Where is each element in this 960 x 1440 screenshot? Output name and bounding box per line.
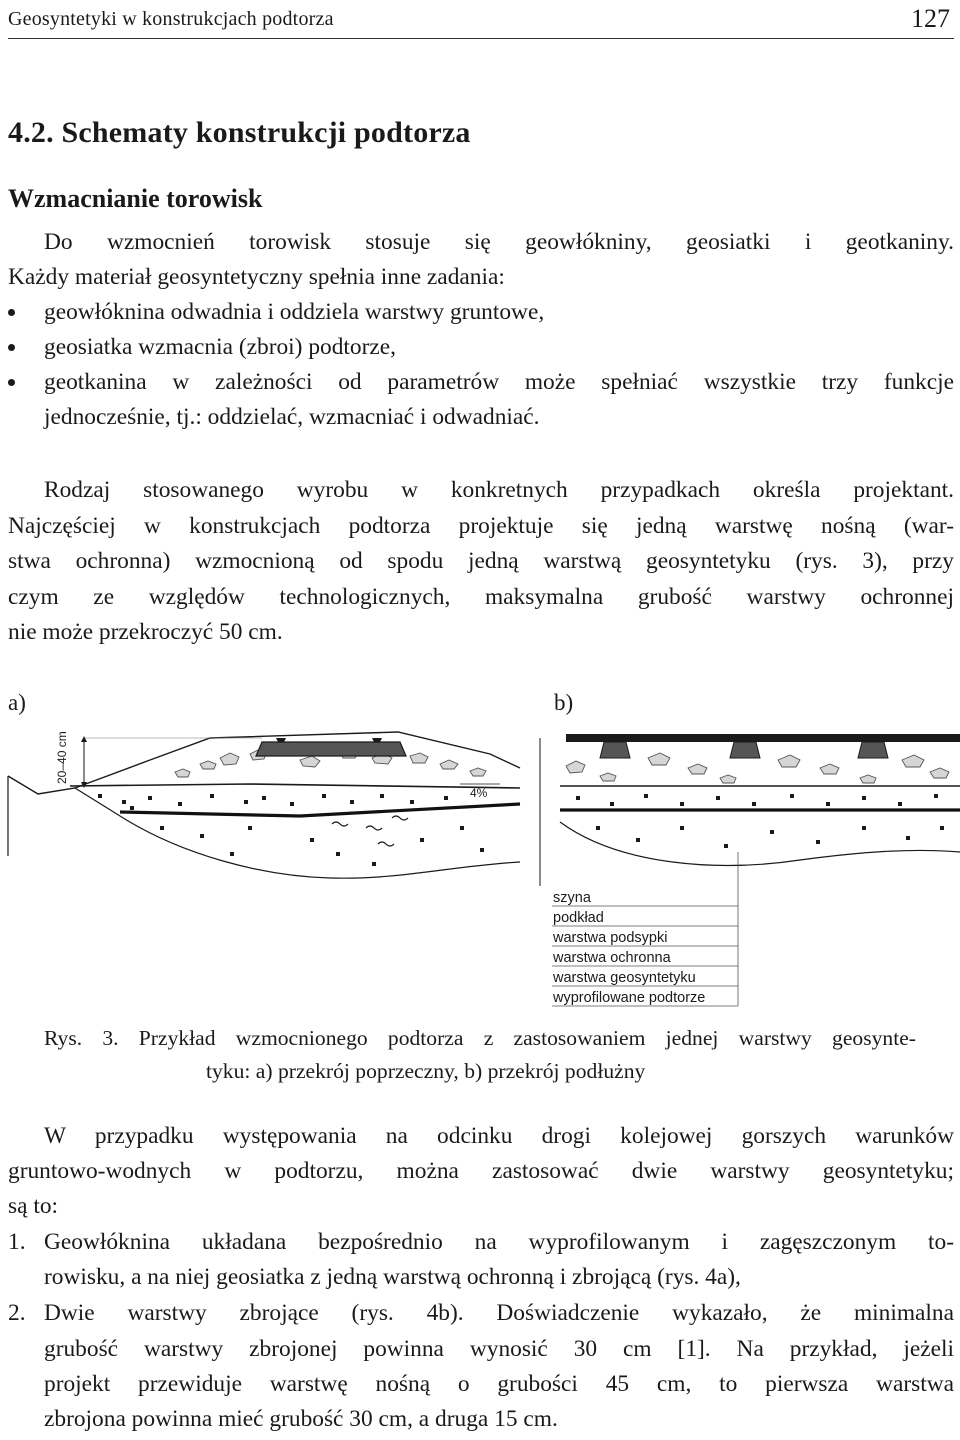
paragraph-1-line-1: Rodzaj stosowanego wyrobu w konkretnych przypadkach określa projektant. [44,477,954,503]
legend-item-protective-layer: warstwa ochronna [553,950,671,966]
list-number-2: 2. [8,1300,26,1326]
paragraph-1-line-4: czym ze względów technologicznych, maksymalna grubość warstwy ochronnej [8,584,954,610]
subgrade-dots [160,826,484,866]
legend-item-geosynthetic-layer: warstwa geosyntetyku [553,970,696,986]
subgrade-boundary-b [560,822,960,865]
figure-caption-line-1: Rys. 3. Przykład wzmocnionego podtorza z zastosowaniem jednej warstwy geosynte- [44,1026,916,1050]
list-item-2-line-4: zbrojona powinna mieć grubość 30 cm, a druga 15 cm. [44,1406,558,1432]
figure-drawing [0,676,960,1021]
legend-item-sleeper: podkład [553,910,604,926]
cross-section-a [8,731,520,878]
paragraph-1-line-3: stwa ochronna) wzmocnioną od spodu jedną warstwą geosyntetyku (rys. 3), przy [8,548,954,574]
paragraph-2-line-2: gruntowo-wodnych w podtorzu, można zastosować dwie warstwy geosyntetyku; [8,1158,954,1184]
list-number-1: 1. [8,1229,26,1255]
list-item-1-line-2: rowisku, a na niej geosiatka z jedną warstwą ochronną i zbrojącą (rys. 4a), [44,1264,741,1290]
subgrade-tilde-marks [332,816,408,846]
legend-item-rail: szyna [553,890,591,906]
sleeper-cross [256,742,406,756]
legend-item-subgrade: wyprofilowane podtorze [553,990,706,1006]
page-number: 127 [911,4,950,33]
bullet-dot [8,309,15,316]
bullet-item-3: geotkanina w zależności od parametrów może spełniać wszystkie trzy funkcje [44,369,954,395]
legend-item-ballast: warstwa podsypki [553,930,668,946]
section-title: 4.2. Schematy konstrukcji podtorza [8,116,471,149]
list-item-2-line-1: Dwie warstwy zbrojące (rys. 4b). Doświadczenie wykazało, że minimalna [44,1300,954,1326]
protective-layer-dots [98,794,448,810]
protective-layer-top [70,784,520,788]
running-head [8,4,954,34]
list-item-2-line-2: grubość warstwy zbrojonej powinna wynosić 30 cm [1]. Na przykład, jeżeli [44,1336,954,1362]
subgrade-boundary [8,776,520,878]
dimension-label: 20–40 cm [55,731,69,784]
rail-b [566,734,960,742]
sleepers-b [600,742,888,758]
figure-label-a: a) [8,690,26,715]
subgrade-dots-b [596,826,944,848]
intro-line-1: Do wzmocnień torowisk stosuje się geowłókniny, geosiatki i geotkaniny. [44,229,954,255]
figure-legend [552,890,705,1006]
longitudinal-section-b [540,734,960,1006]
paragraph-2-line-1: W przypadku występowania na odcinku drogi kolejowej gorszych warunków [44,1123,954,1149]
paragraph-1-line-5: nie może przekroczyć 50 cm. [8,619,283,645]
protective-dots-b [576,794,938,806]
list-item-2-line-3: projekt przewiduje warstwę nośną o grubości 45 cm, to pierwsza warstwa [44,1371,954,1397]
bullet-item-1: geowłóknina odwadnia i oddziela warstwy gruntowe, [44,299,545,325]
bullet-dot [8,344,15,351]
bullet-dot [8,379,15,386]
running-head-title: Geosyntetyki w konstrukcjach podtorza [8,8,334,30]
bullet-item-2: geosiatka wzmacnia (zbroi) podtorze, [44,334,397,360]
figure-caption-line-2: tyku: a) przekrój poprzeczny, b) przekrój podłużny [206,1059,646,1083]
intro-line-2: Każdy materiał geosyntetyczny spełnia inne zadania: [8,264,505,290]
figure-label-b: b) [554,690,574,715]
paragraph-2-line-3: są to: [8,1193,59,1219]
bullet-item-3-continuation: jednocześnie, tj.: oddzielać, wzmacniać i odwadniać. [44,404,540,430]
subsection-title: Wzmacnianie torowisk [8,184,263,213]
paragraph-1-line-2: Najczęściej w konstrukcjach podtorza projektuje się jedną warstwę nośną (war- [8,513,954,539]
header-rule [8,38,954,39]
list-item-1-line-1: Geowłóknina układana bezpośrednio na wyprofilowanym i zagęszczonym to- [44,1229,954,1255]
slope-label: 4% [470,786,488,800]
figure-3 [0,676,960,1021]
